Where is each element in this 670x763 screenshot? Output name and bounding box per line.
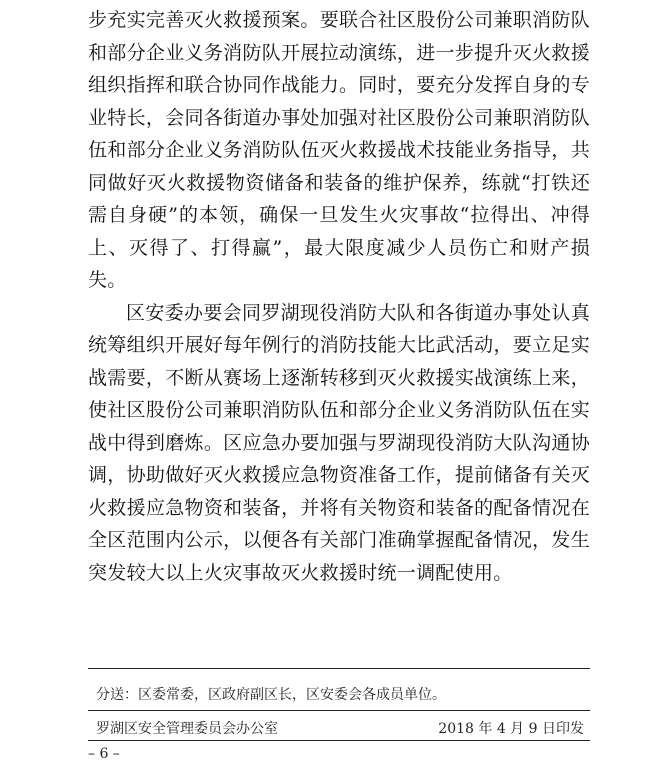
footer-top-rule xyxy=(88,668,590,669)
issuing-office: 罗湖区安全管理委员会办公室 xyxy=(96,721,278,737)
issue-date: 2018 年 4 月 9 日印发 xyxy=(438,721,584,737)
page-number: – 6 – xyxy=(88,746,120,762)
paragraph-continued: 步充实完善灭火救援预案。要联合社区股份公司兼职消防队和部分企业义务消防队开展拉动演练，进一步提升灭火救援组织指挥和联合协同作战能力。同时，要充分发挥自身的专业特长，会同各街道办事处加强对社区股份公司兼职消防队伍和部分企业义务消防队伍灭火救援战术技能业务指导，共同做好灭火救援物资储备和装备的维护保养，练就“打铁还需自身硬”的本领，确保一旦发生火灾事故“拉得出、冲得上、灭得了、打得赢”，最大限度减少人员伤亡和财产损失。 xyxy=(88,9,590,291)
footer-middle-rule xyxy=(88,710,590,711)
distribution-list: 分送：区委常委，区政府副区长，区安委会各成员单位。 xyxy=(96,687,446,703)
paragraph: 区安委办要会同罗湖现役消防大队和各街道办事处认真统筹组织开展好每年例行的消防技能大比武活动，要立足实战需要，不断从赛场上逐渐转移到灭火救援实战演练上来，使社区股份公司兼职消防队伍和部分企业义务消防队伍在实战中得到磨炼。区应急办要加强与罗湖现役消防大队沟通协调，协助做好灭火救援应急物资准备工作，提前储备有关灭火救援应急物资和装备，并将有关物资和装备的配备情况在全区范围内公示，以便各有关部门准确掌握配备情况，发生突发较大以上火灾事故灭火救援时统一调配使用。 xyxy=(88,301,590,584)
footer-bottom-rule xyxy=(88,740,590,741)
document-body xyxy=(88,4,590,589)
